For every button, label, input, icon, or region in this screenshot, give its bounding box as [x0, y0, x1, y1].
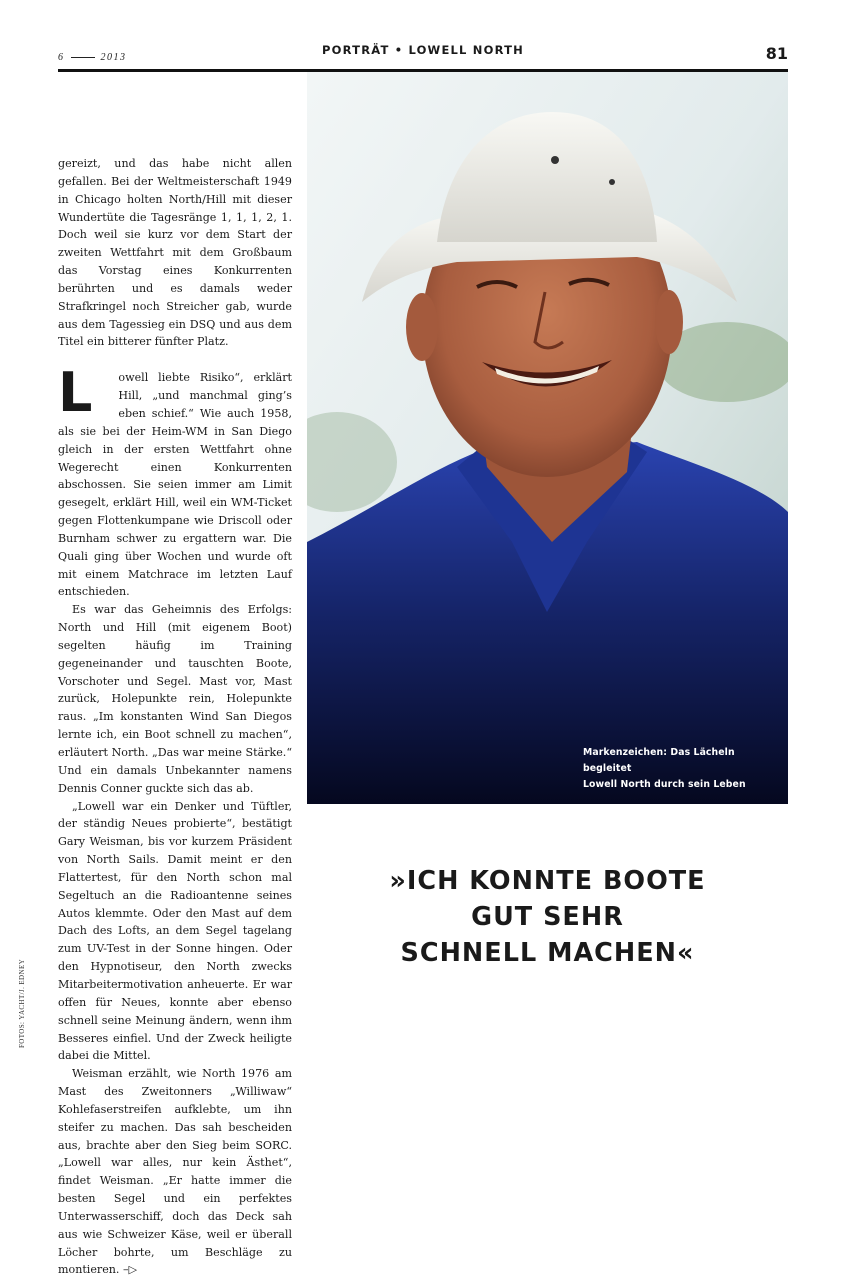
- paragraph-2-text: owell liebte Risiko“, erklärt Hill, „und manchmal ging’s eben schief.“ Wie auch 1958, als sie bei der Heim-WM in San Diego gleich in der ersten Wettfahrt ohne Wegerecht einen Konkurrenten abschossen. Sie seien immer am Limit gesegelt, erklärt Hill, weil ein WM-Ticket gegen Flottenkumpane wie Driscoll oder Burnham schwer zu ergattern war. Die Quali ging über Wochen und wurde oft mit einem Matchrace im letzten Lauf entschieden.: [58, 371, 292, 599]
- portrait-photo: [307, 72, 788, 804]
- issue-number: 6: [58, 52, 65, 63]
- section-title: PORTRÄT • LOWELL NORTH: [322, 43, 524, 57]
- paragraph-2: [58, 361, 292, 601]
- article-body: [58, 155, 292, 1279]
- paragraph-3: Es war das Geheimnis des Erfolgs: North und Hill (mit eigenem Boot) segelten häufig im Training gegeneinander und tauschten Boote, Vorschoter und Segel. Mast vor, Mast zurück, Holepunkte rein, Holepunkte raus. „Im konstanten Wind San Diegos lernte ich, ein Boot schnell zu machen“, erläutert North. „Das war meine Stärke.“ Und ein damals Unbekannter namens Dennis Conner guckte sich das ab.: [58, 603, 292, 795]
- page-number: 81: [765, 44, 788, 63]
- issue-dash: [71, 57, 95, 58]
- caption-line-2: Lowell North durch sein Leben: [583, 779, 746, 790]
- drop-cap: L: [58, 361, 93, 425]
- photo-caption: [583, 745, 783, 793]
- paragraph-4: „Lowell war ein Denker und Tüftler, der ständig Neues probierte“, bestätigt Gary Weisman, bis vor kurzem Präsident von North Sails. Damit meint er den Flattertest, für den North schon mal Segeltuch an die Radioantenne seines Autos klemmte. Oder den Mast auf dem Dach des Lofts, an dem Segel tagelang zum UV-Test in der Sonne hingen. Oder den Hypnotiseur, den North zwecks Mitarbeitermotivation anheuerte. Er war offen für Neues, konnte aber ebenso schnell seine Meinung ändern, wenn ihm Besseres einfiel. Und der Zweck heiligte dabei die Mittel.: [58, 799, 292, 1063]
- caption-line-1: Markenzeichen: Das Lächeln begleitet: [583, 747, 735, 774]
- issue-year: 2013: [100, 52, 127, 63]
- portrait-illustration: [307, 72, 788, 804]
- quote-line-1: »ICH KONNTE BOOTE: [389, 866, 706, 896]
- quote-line-3: SCHNELL MACHEN«: [400, 938, 695, 968]
- quote-line-2: GUT SEHR: [471, 902, 624, 932]
- pull-quote: [307, 863, 788, 971]
- paragraph-5: Weisman erzählt, wie North 1976 am Mast des Zweitonners „Williwaw“ Kohlefaserstreifen aufklebte, um ihn steifer zu machen. Das sah bescheiden aus, brachte aber den Sieg beim SORC. „Lowell war alles, nur kein Ästhet“, findet Weisman. „Er hatte immer die besten Segel und ein perfektes Unterwasserschiff, doch das Deck sah aus wie Schweizer Käse, weil er überall Löcher bohrte, um Beschläge zu montieren. –▷: [58, 1067, 292, 1277]
- photo-credit: FOTOS: YACHT/J. EDNEY: [18, 958, 26, 1048]
- paragraph-1: gereizt, und das habe nicht allen gefallen. Bei der Weltmeisterschaft 1949 in Chicago holten North/Hill mit dieser Wundertüte die Tagesränge 1, 1, 1, 2, 1. Doch weil sie kurz vor dem Start der zweiten Wettfahrt mit dem Großbaum das Vorstag eines Konkurrenten berührten und es damals weder Strafkringel noch Streicher gab, wurde aus dem Tagessieg ein DSQ und aus dem Titel ein bitterer fünfter Platz.: [58, 157, 292, 349]
